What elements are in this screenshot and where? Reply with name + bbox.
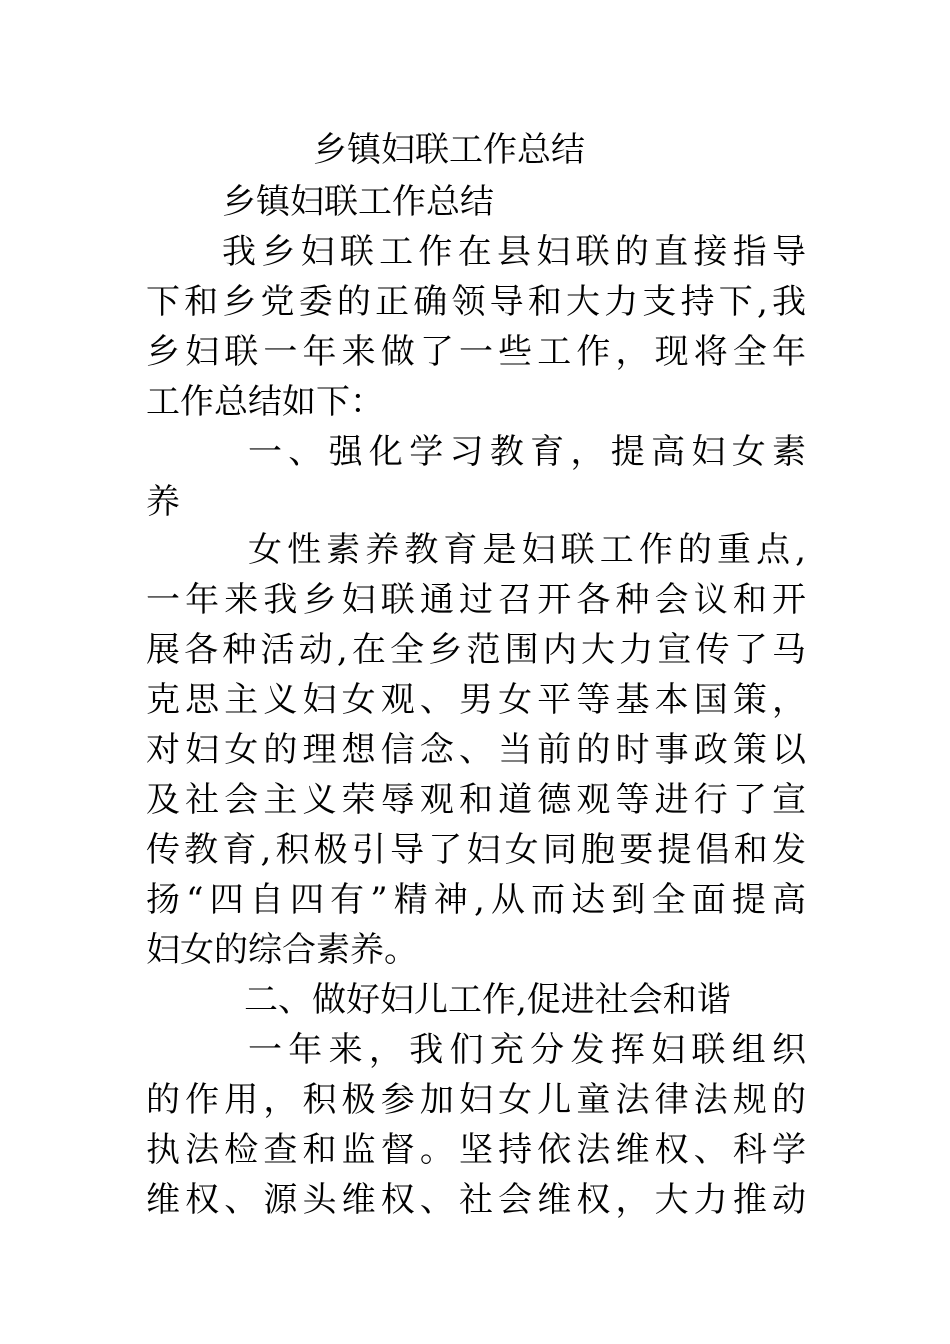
document-subtitle: 乡镇妇联工作总结 (222, 182, 494, 222)
paragraph-line: 的作用，积极参加妇女儿童法律法规的 (146, 1080, 806, 1120)
document-title: 乡镇妇联工作总结 (313, 130, 585, 170)
paragraph-line: 及社会主义荣辱观和道德观等进行了宣 (146, 780, 806, 820)
section-heading: 一、强化学习教育，提高妇女素 (248, 432, 806, 472)
paragraph-line: 一年来，我们充分发挥妇联组织 (248, 1030, 806, 1070)
paragraph-line: 我乡妇联工作在县妇联的直接指导 (222, 232, 806, 272)
paragraph-line: 执法检查和监督。坚持依法维权、科学 (146, 1130, 806, 1170)
paragraph-line: 乡妇联一年来做了一些工作，现将全年 (146, 332, 806, 372)
paragraph-line: 对妇女的理想信念、当前的时事政策以 (146, 730, 806, 770)
paragraph-line: 女性素养教育是妇联工作的重点, (248, 530, 806, 570)
paragraph-line: 工作总结如下： (146, 382, 384, 422)
paragraph-line: 下和乡党委的正确领导和大力支持下,我 (146, 282, 806, 322)
paragraph-line: 克思主义妇女观、男女平等基本国策， (146, 680, 806, 720)
paragraph-line: 维权、源头维权、社会维权，大力推动 (146, 1180, 806, 1220)
paragraph-line: 妇女的综合素养。 (146, 930, 418, 970)
paragraph-line: 展各种活动,在全乡范围内大力宣传了马 (146, 630, 806, 670)
paragraph-line: 扬“四自四有”精神,从而达到全面提高 (146, 880, 806, 920)
section-heading: 二、做好妇儿工作,促进社会和谐 (244, 980, 731, 1020)
section-heading: 养 (146, 482, 180, 522)
paragraph-line: 传教育,积极引导了妇女同胞要提倡和发 (146, 830, 806, 870)
paragraph-line: 一年来我乡妇联通过召开各种会议和开 (146, 580, 806, 620)
